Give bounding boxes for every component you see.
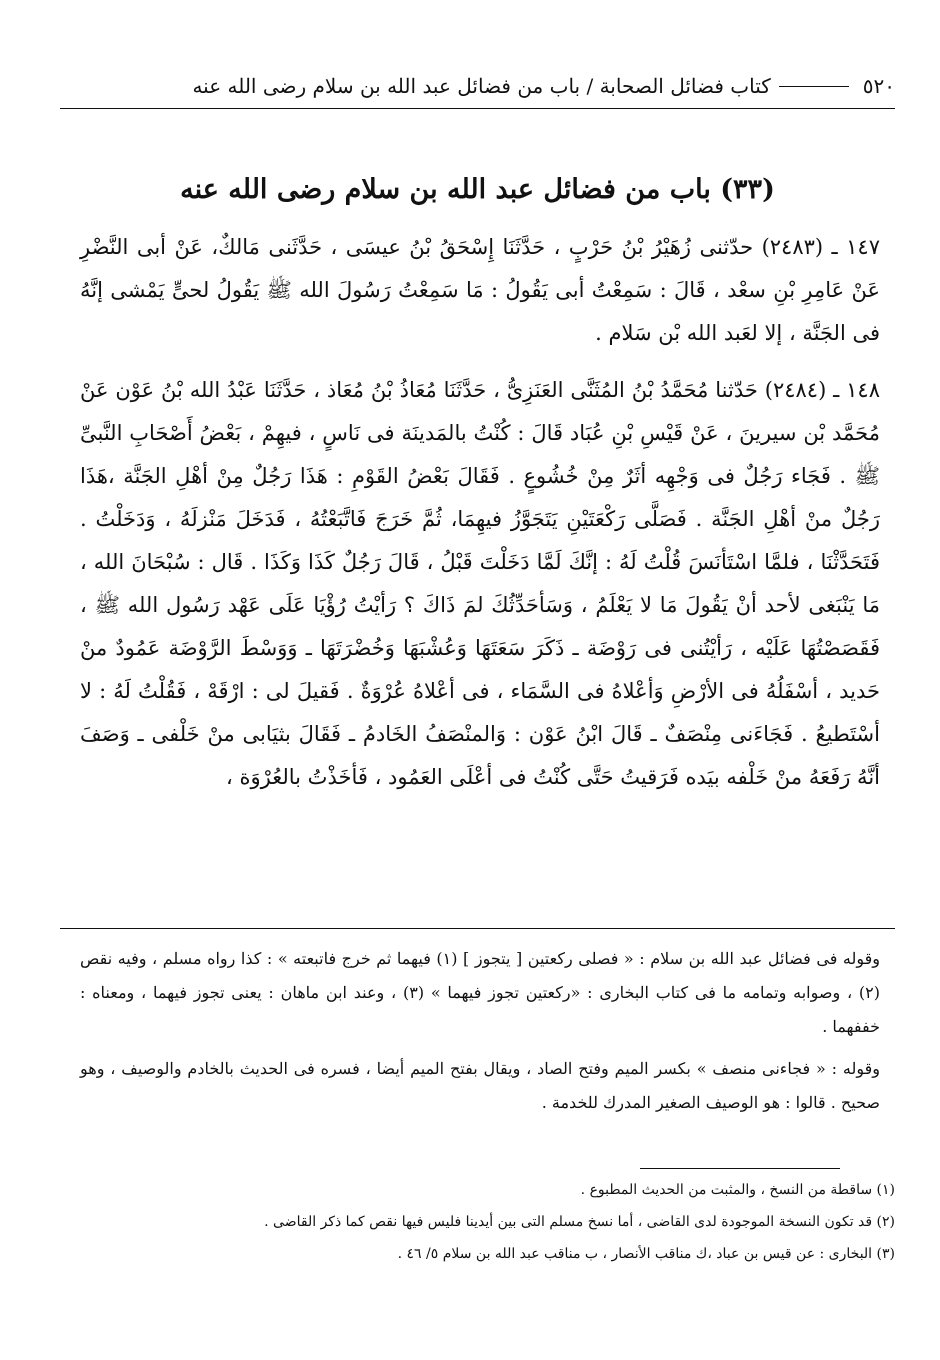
footnote: (٢) قد تكون النسخة الموجودة لدى القاضى ، أما نسخ مسلم التى بين أيدينا فليس فيها نقص كما ذكر القاضى . <box>264 1214 895 1230</box>
footnote-rule <box>640 1168 840 1169</box>
page-number: ٥٢٠ <box>862 74 895 98</box>
hadith-text <box>80 226 880 813</box>
header-dash <box>779 86 849 87</box>
chapter-title: (٣٣) باب من فضائل عبد الله بن سلام رضى الله عنه <box>180 174 775 205</box>
footnote: (١) ساقطة من النسخ ، والمثبت من الحديث المطبوع . <box>580 1182 895 1198</box>
footnotes-section <box>60 1176 895 1272</box>
header-rule <box>60 108 895 109</box>
commentary-paragraph: وقوله فى فضائل عبد الله بن سلام : « فصلى ركعتين [ يتجوز ] (١) فيهما ثم خرج فاتبعته » : كذا رواه مسلم ، وفيه نقص (٢) ، وصوابه وتمامه ما فى كتاب البخارى : «ركعتين تجوز فيهما » (٣) ، وعند ابن ماهان : يعنى تجوز فيهما ، ومعناه : خففهما . <box>80 949 880 1036</box>
commentary-divider <box>60 928 895 929</box>
hadith-paragraph: ١٤٨ ـ (٢٤٨٤) حَدّثنا مُحَمَّدُ بْنُ المُثَنَّى العَنَزِىُّ ، حَدَّثَنَا مُعَاذُ بْنُ مُعَاذ ، حَدَّثَنَا عَبْدُ الله بْنُ عَوْن عَنْ مُحَمَّد بْن سيرينَ ، عَنْ قَيْسِ بْنِ عُبَاد قَالَ : كُنْتُ بالمَدينَة فى نَاسٍ ، فيهِمْ ، بَعْضُ أَصْحَابِ النَّبىِّ ﷺ . فَجَاء رَجُلٌ فى وَجْهِه أثَرٌ مِنْ خُشُوعٍ . فَقَالَ بَعْضُ القَوْمِ : هَذَا رَجُلٌ مِنْ أهْلِ الجَنَّة ،هَذَا رَجُلٌ منْ أهْلِ الجَنَّة . فَصَلَّى رَكْعَتَيْنِ يَتَجَوَّزُ فيهِمَا، ثُمَّ خَرَجَ فَاتَّبَعْتُهُ ، فَدَخَلَ مَنْزلَهُ ، وَدَخَلْتُ . فَتَحَدَّثْنَا ، فلمَّا اسْتَأنَسَ قُلْتُ لَهُ : إنَّكَ لَمَّا دَخَلْتَ قَبْلُ ، قَالَ رَجُلٌ كَذَا وَكَذَا . قَال : سُبْحَانَ الله ، مَا يَنْبَغى لأحد أنْ يَقُولَ مَا لا يَعْلَمُ ، وَسَأحَدِّثُكَ لمَ ذَاكَ ؟ رَأيْتُ رُؤْيَا عَلَى عَهْد رَسُول الله ﷺ ، فَقَصَصْتُهَا عَلَيْه ، رَأيْتُنى فى رَوْضَة ـ ذَكَرَ سَعَتَهَا وَعُشْبَهَا وَخُضْرَتَهَا ـ وَوَسْطَ الرَّوْضَة عَمُودٌ منْ حَديد ، أسْفَلُهُ فى الأرْضِ وَأعْلاهُ فى السَّمَاء ، فى أعْلاهُ عُرْوَةٌ . فَقيلَ لى : ارْقَهْ ، فَقُلْتُ لَهُ : لا أسْتَطيعُ . فَجَاءَنى مِنْصَفٌ ـ قَالَ ابْنُ عَوْن : وَالمنْصَفُ الخَادمُ ـ فَقَالَ بثيَابى منْ خَلْفى ـ وَصَفَ أنَّهُ رَفَعَهُ منْ خَلْفه بيَده فَرَقيتُ حَتَّى كُنْتُ فى أعْلَى العَمُود ، فَأخَذْتُ بالعُرْوَة ، <box>80 378 880 789</box>
commentary-paragraph: وقوله : « فجاءنى منصف » بكسر الميم وفتح الصاد ، ويقال بفتح الميم أيضا ، فسره فى الحديث بالخادم والوصيف ، وهو صحيح . قالوا : هو الوصيف الصغير المدرك للخدمة . <box>80 1059 880 1112</box>
hadith-paragraph: ١٤٧ ـ (٢٤٨٣) حدّثنى زُهَيْرُ بْنُ حَرْبٍ ، حَدَّثَنَا إِسْحَقُ بْنُ عيسَى ، حَدَّثَنى مَالكٌ، عَنْ أبى النَّضْرِ عَنْ عَامِرِ بْنِ سعْد ، قَالَ : سَمِعْتُ أبى يَقُولُ : مَا سَمِعْتُ رَسُولَ الله ﷺ يَقُولُ لحىٍّ يَمْشى إنَّهُ فى الجَنَّة ، إلا لعَبد الله بْن سَلام . <box>80 235 880 345</box>
running-header <box>60 68 895 104</box>
footnote: (٣) البخارى : عن قيس بن عباد ،ك مناقب الأنصار ، ب مناقب عبد الله بن سلام ٥/ ٤٦ . <box>397 1246 895 1262</box>
header-title: كتاب فضائل الصحابة / باب من فضائل عبد الله بن سلام رضى الله عنه <box>192 74 771 98</box>
commentary-section <box>80 942 880 1128</box>
